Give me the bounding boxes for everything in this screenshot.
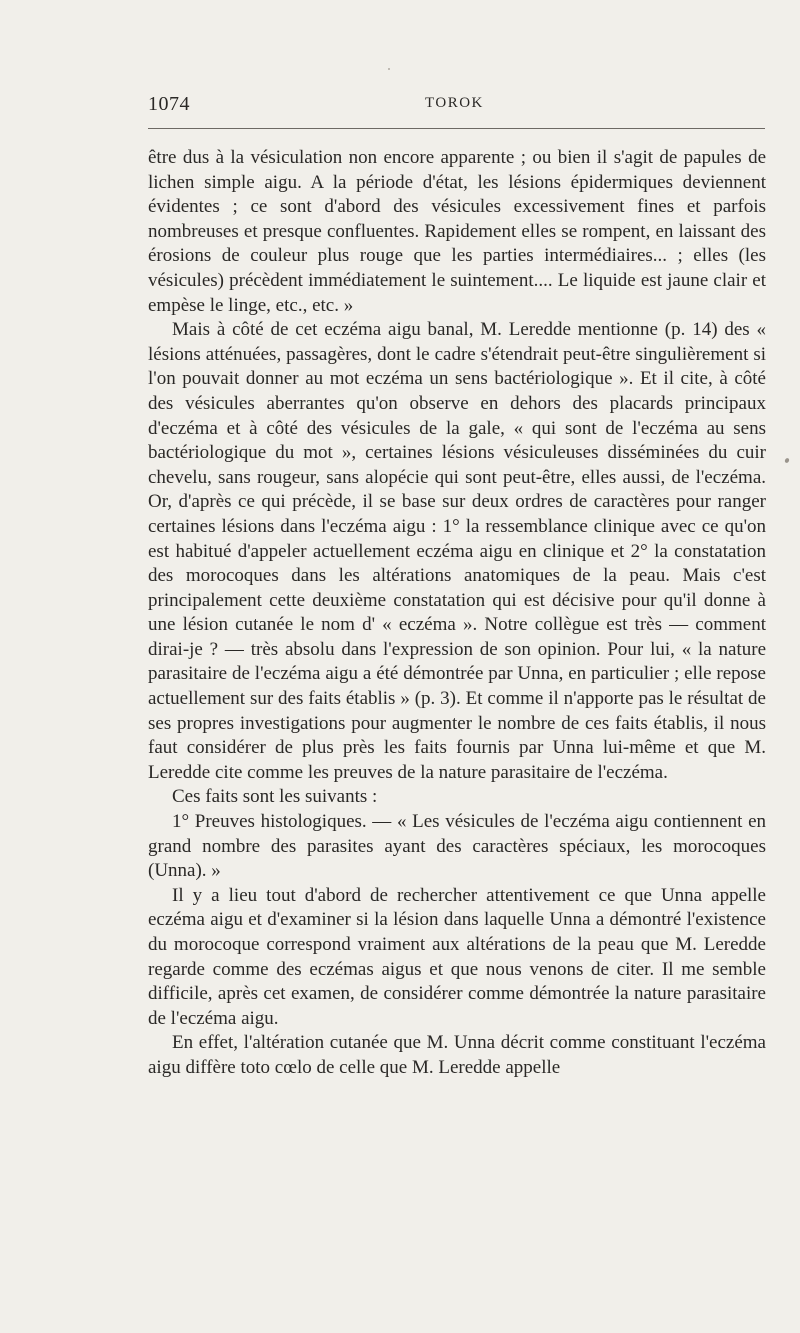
header-rule <box>148 128 765 129</box>
paragraph-6: En effet, l'altération cutanée que M. Unna décrit comme constituant l'eczéma aigu diffère toto cœlo de celle que M. Leredde appelle <box>148 1032 766 1078</box>
paragraph-2: Mais à côté de cet eczéma aigu banal, M. Leredde mentionne (p. 14) des « lésions atténuées, passagères, dont le cadre s'étendrait peut-être singulièrement si l'on pouvait donner au mot eczéma un sens bactériologique ». Et il cite, à côté des vésicules aberrantes qu'on observe en dehors des placards principaux d'eczéma et à côté des vésicules de la gale, « qui sont de l'eczéma au sens bactériologique du mot », certaines lésions vésiculeuses disséminées du cuir chevelu, sans rougeur, sans alopécie qui sont peut-être, elles aussi, de l'eczéma. Or, d'après ce qui précède, il se base sur deux ordres de caractères pour ranger certaines lésions dans l'eczéma aigu : 1° la ressemblance clinique avec ce qu'on est habitué d'appeler actuellement eczéma aigu en clinique et 2° la constatation des morocoques dans les altérations anatomiques de la peau. Mais c'est principalement cette deuxième constatation qui est décisive pour qu'il donne à une lésion cutanée le nom d' « eczéma ». Notre collègue est très — comment dirai-je ? — très absolu dans l'expression de son opinion. Pour lui, « la nature parasitaire de l'eczéma aigu a été démontrée par Unna, en particulier ; elle repose actuellement sur des faits établis » (p. 3). Et comme il n'apporte pas le résultat de ses propres investigations pour augmenter le nombre de ces faits établis, il nous faut considérer de plus près les faits fournis par Unna lui-même et que M. Leredde cite comme les preuves de la nature parasitaire de l'eczéma. <box>148 319 766 783</box>
running-head: TOROK <box>425 95 484 111</box>
paragraph-1: être dus à la vésiculation non encore apparente ; ou bien il s'agit de papules de lichen simple aigu. A la période d'état, les lésions épidermiques deviennent évidentes ; ce sont d'abord des vésicules excessivement fines et parfois nombreuses et presque confluentes. Rapidement elles se rompent, en laissant des érosions de couleur plus rouge que les parties intermédiaires... ; elles (les vésicules) précèdent immédiatement le suintement.... Le liquide est jaune clair et empèse le linge, etc., etc. » <box>148 147 766 316</box>
margin-ink-mark <box>784 457 790 463</box>
paragraph-3: Ces faits sont les suivants : <box>172 786 378 808</box>
paragraph-5: Il y a lieu tout d'abord de rechercher attentivement ce que Unna appelle eczéma aigu et d'examiner si la lésion dans laquelle Unna a démontré l'existence du morocoque correspond vraiment aux altérations de la peau que M. Leredde regarde comme des eczémas aigus et que nous venons de citer. Il me semble difficile, après cet examen, de considérer comme démontrée la nature parasitaire de l'eczéma aigu. <box>148 884 766 1029</box>
body-text <box>148 146 766 1081</box>
paragraph-4: 1° Preuves histologiques. — « Les vésicules de l'eczéma aigu contiennent en grand nombre des parasites ayant des caractères spéciaux, les morocoques (Unna). » <box>148 811 766 882</box>
paper-speck <box>388 68 390 70</box>
page-number: 1074 <box>148 93 190 115</box>
